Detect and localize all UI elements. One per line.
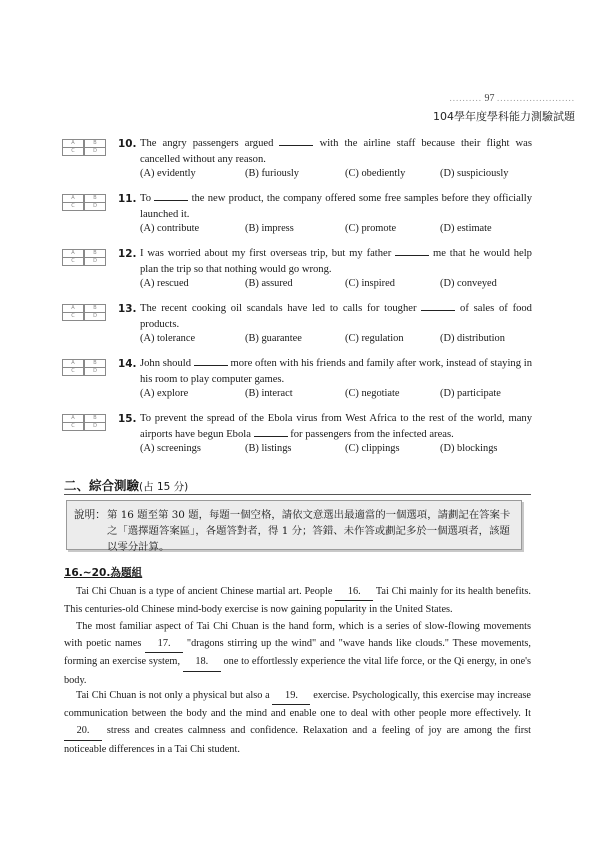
blank-20: 20. [64, 722, 102, 740]
answer-box: A B C D [62, 194, 106, 210]
question-stem: To prevent the spread of the Ebola virus from West Africa to the rest of the world, many airports have begun Ebola for passengers from the infected areas. [140, 413, 532, 440]
section-title: 二、綜合測驗(占 15 分) [64, 478, 189, 493]
blank-18: 18. [183, 653, 221, 671]
group-title: 16.~20.為題組 [64, 567, 143, 579]
question-number: 11. [118, 193, 137, 205]
answer-box: A B C D [62, 139, 106, 155]
question-10: A B C D 10. The angry passengers argued with the airline staff because their flight was cancelled without any reason. (A) evidently (B) furiously (C) obediently (D) suspiciously [62, 136, 530, 182]
question-stem: The angry passengers argued with the airline staff because their flight was cancelled without any reason. [140, 138, 532, 165]
question-11: A B C D 11. To the new product, the company offered some free samples before they officially launched it. (A) contribute (B) impress (C) promote (D) estimate [62, 191, 530, 237]
page-number: .......... 97 ........................ [449, 93, 575, 104]
question-stem: The recent cooking oil scandals have led to calls for tougher of sales of food products. [140, 303, 532, 330]
section-points: (占 15 分) [139, 481, 189, 493]
passage-paragraph-3: Tai Chi Chuan is not only a physical but also a 19. exercise. Psychologically, this exercise may increase communication between the body and the mind and enable one to deal with other people more effectively. It 20. stress and creates calmness and confidence. Relaxation and a feeling of joy are among the first noticeable differences in a Tai Chi student. [64, 687, 531, 758]
passage-paragraph-2: The most familiar aspect of Tai Chi Chuan is the hand form, which is a series of slow-flowing movements with poetic names 17. "dragons stirring up the wind" and "wave hands like clouds." These movements, forming an exercise system, 18. one to effortlessly experience the vital life force, or the Qi energy, in one's body. [64, 621, 532, 686]
passage-paragraph-1: Tai Chi Chuan is a type of ancient Chinese martial art. People 16. Tai Chi mainly for its health benefits. This centuries-old Chinese mind-body exercise is now gaining popularity in the United States. [64, 583, 531, 618]
answer-box: A B C D [62, 249, 106, 265]
answer-box: A B C D [62, 304, 106, 320]
section-divider [64, 494, 531, 495]
answer-blank [254, 427, 288, 437]
question-number: 15. [118, 413, 137, 425]
answer-blank [154, 191, 188, 201]
question-12: A B C D 12. I was worried about my first overseas trip, but my father me that he would help plan the trip so that nothing would go wrong. (A) rescued (B) assured (C) inspired (D) conveyed [62, 246, 530, 292]
question-number: 14. [118, 358, 137, 370]
instructions-label: 說明： [74, 509, 106, 521]
question-15: A B C D 15. To prevent the spread of the Ebola virus from West Africa to the rest of the world, many airports have begun Ebola for passengers from the infected areas. (A) screenings (B) listings (C) clippings (D) blockings [62, 411, 530, 457]
question-stem: John should more often with his friends and family after work, instead of staying in his room to play computer games. [140, 358, 532, 385]
blank-17: 17. [145, 635, 183, 653]
question-stem: To the new product, the company offered some free samples before they officially launched it. [140, 193, 533, 220]
question-13: A B C D 13. The recent cooking oil scandals have led to calls for tougher of sales of food products. (A) tolerance (B) guarantee (C) regulation (D) distribution [62, 301, 530, 347]
blank-19: 19. [272, 687, 310, 705]
answer-blank [395, 246, 429, 256]
question-number: 12. [118, 248, 137, 260]
answer-box: A B C D [62, 414, 106, 430]
blank-16: 16. [335, 583, 373, 601]
answer-box: A B C D [62, 359, 106, 375]
exam-title: 104學年度學科能力測驗試題 [433, 110, 575, 123]
answer-blank [194, 356, 228, 366]
answer-blank [279, 136, 313, 146]
instructions-text: 第 16 題至第 30 題，每題一個空格，請依文意選出最適當的一個選項，請劃記在答案卡之「選擇題答案區」，各題答對者，得 1 分；答錯、未作答或劃記多於一個選項者，該題以零分計算。 [107, 509, 511, 553]
question-number: 10. [118, 138, 137, 150]
question-stem: I was worried about my first overseas trip, but my father me that he would help plan the trip so that nothing would go wrong. [140, 248, 532, 275]
question-14: A B C D 14. John should more often with his friends and family after work, instead of staying in his room to play computer games. (A) explore (B) interact (C) negotiate (D) participate [62, 356, 530, 402]
question-number: 13. [118, 303, 137, 315]
answer-blank [421, 301, 455, 311]
